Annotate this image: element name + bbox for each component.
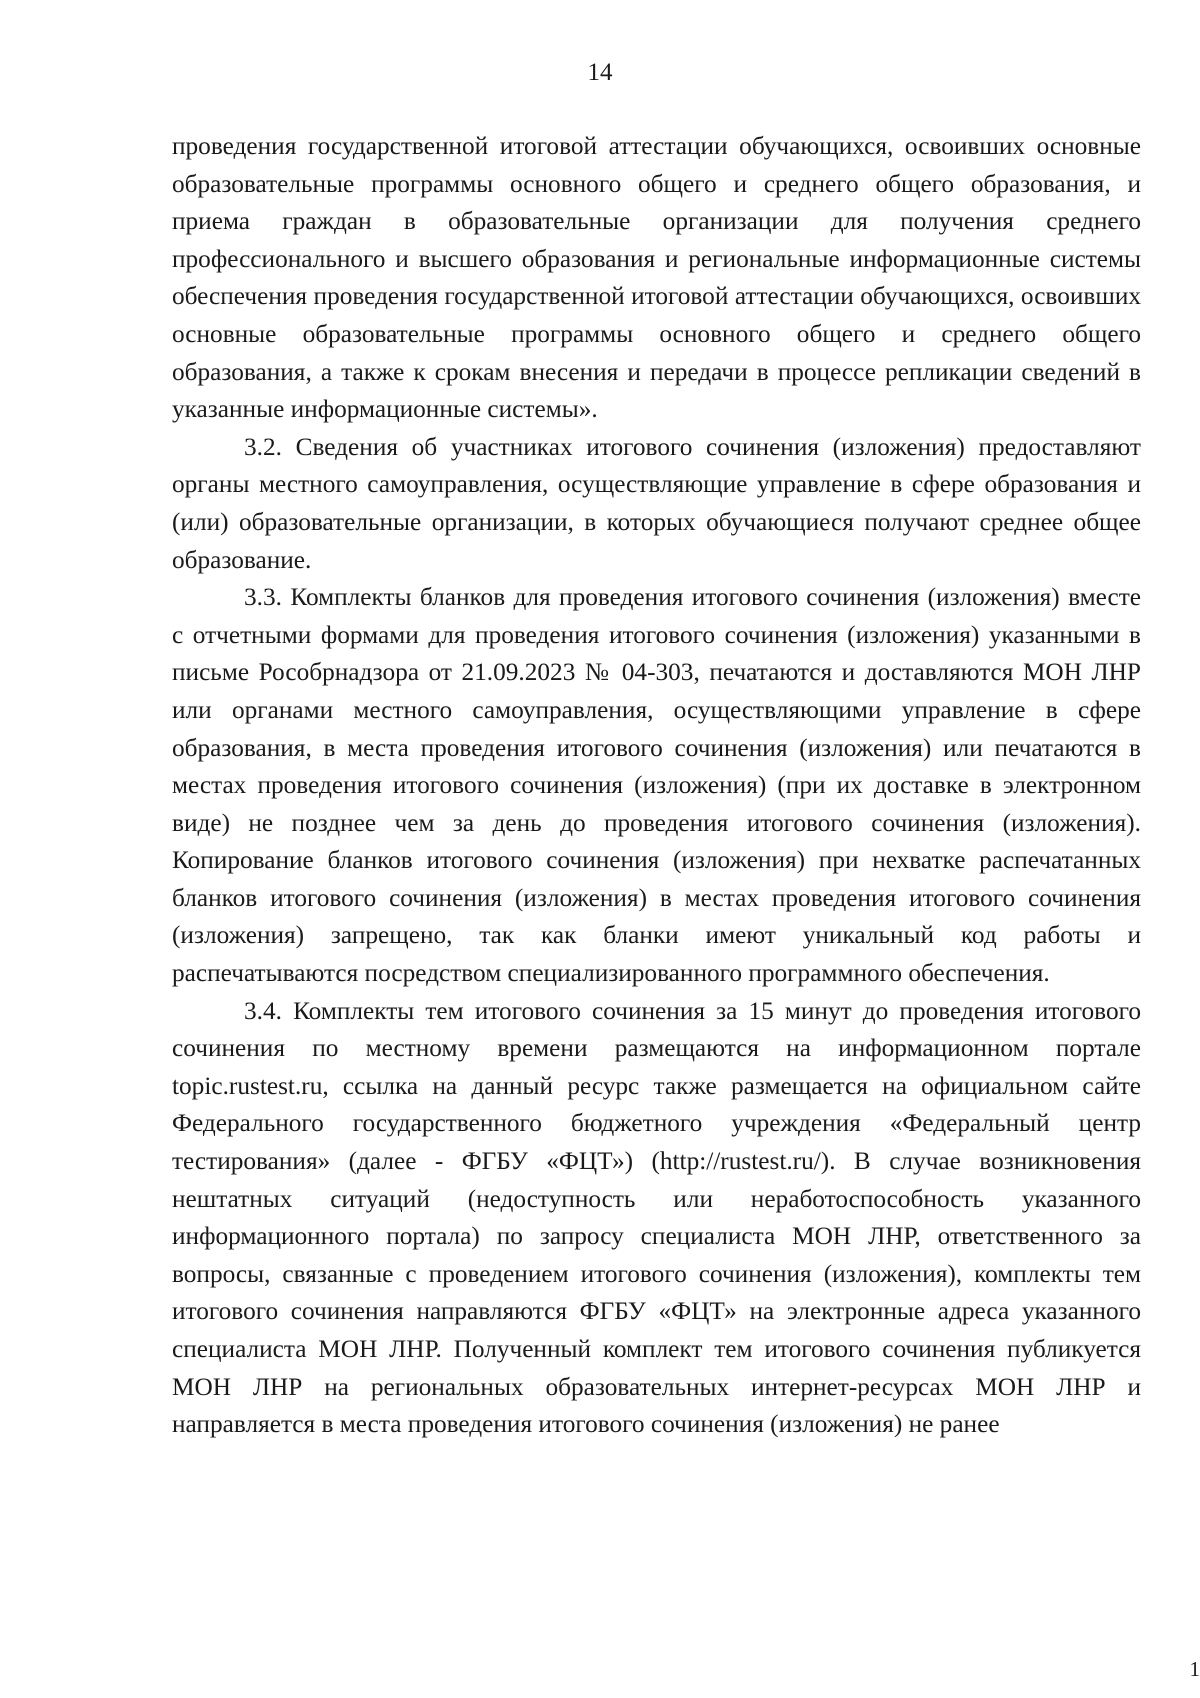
edge-mark: 1 — [1189, 1657, 1200, 1681]
paragraph-3-4: 3.4. Комплекты тем итогового сочинения за 15 минут до проведения итогового сочинения по местному времени размещаются на информационном портале topic.rustest.ru, ссылка на данный ресурс также размещается на официальном сайте Федерального государственного бюджетного учреждения «Федеральный центр тестирования» (далее - ФГБУ «ФЦТ») (http://rustest.ru/). В случае возникновения нештатных ситуаций (недоступность или неработоспособность указанного информационного портала) по запросу специалиста МОН ЛНР, ответственного за вопросы, связанные с проведением итогового сочинения (изложения), комплекты тем итогового сочинения направляются ФГБУ «ФЦТ» на электронные адреса указанного специалиста МОН ЛНР. Полученный комплект тем итогового сочинения публикуется МОН ЛНР на региональных образовательных интернет-ресурсах МОН ЛНР и направляется в места проведения итогового сочинения (изложения) не ранее — [172, 996, 1141, 1439]
paragraph-continuation: проведения государственной итоговой аттестации обучающихся, освоивших основные образовательные программы основного общего и среднего общего образования, и приема граждан в образовательные организации для получения среднего профессионального и высшего образования и региональные информационные системы обеспечения проведения государственной итоговой аттестации обучающихся, освоивших основные образовательные программы основного общего и среднего общего образования, а также к срокам внесения и передачи в процессе репликации сведений в указанные информационные системы». — [172, 132, 1141, 424]
document-body — [172, 128, 1141, 1444]
paragraph-3-2: 3.2. Сведения об участниках итогового сочинения (изложения) предоставляют органы местного самоуправления, осуществляющие управление в сфере образования и (или) образовательные организации, в которых обучающиеся получают среднее общее образование. — [172, 432, 1141, 574]
page-number: 14 — [587, 59, 613, 86]
paragraph-3-3: 3.3. Комплекты бланков для проведения итогового сочинения (изложения) вместе с отчетными формами для проведения итогового сочинения (изложения) указанными в письме Рособрнадзора от 21.09.2023 № 04-303, печатаются и доставляются МОН ЛНР или органами местного самоуправления, осуществляющими управление в сфере образования, в места проведения итогового сочинения (изложения) или печатаются в местах проведения итогового сочинения (изложения) (при их доставке в электронном виде) не позднее чем за день до проведения итогового сочинения (изложения). Копирование бланков итогового сочинения (изложения) при нехватке распечатанных бланков итогового сочинения (изложения) в местах проведения итогового сочинения (изложения) запрещено, так как бланки имеют уникальный код работы и распечатываются посредством специализированного программного обеспечения. — [172, 583, 1141, 988]
